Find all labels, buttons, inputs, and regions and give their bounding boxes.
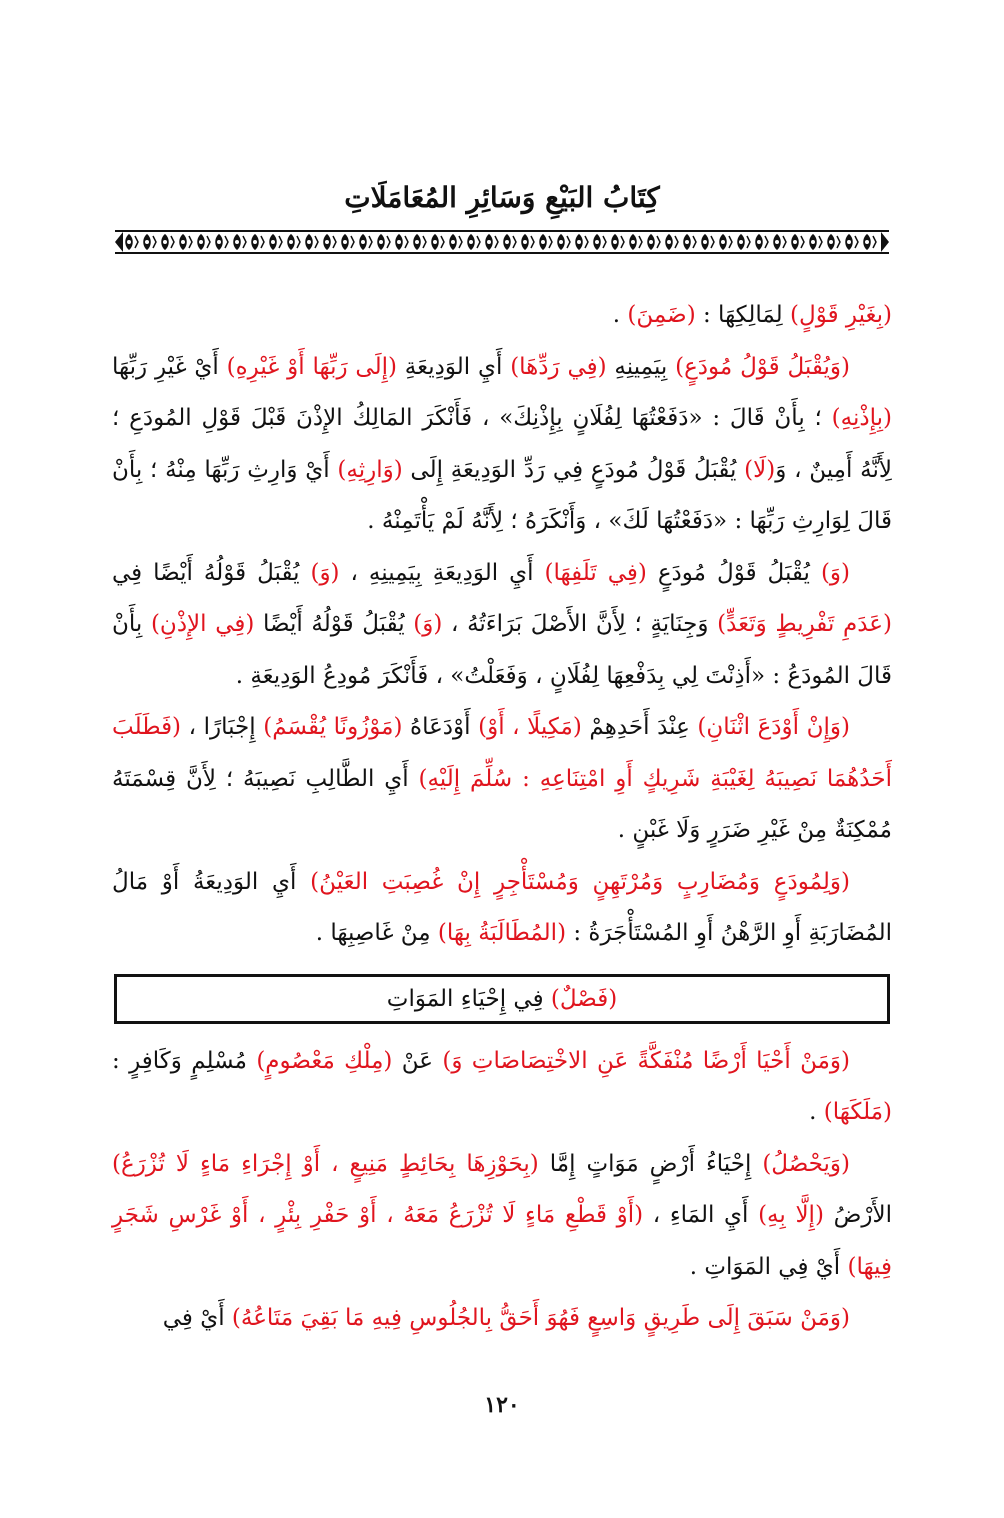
paragraph xyxy=(112,342,892,548)
matn-text: (وَ) xyxy=(413,611,443,637)
running-header-title: كِتَابُ البَيْعِ وَسَائِرِ المُعَامَلَاتِ xyxy=(344,181,660,214)
sharh-text: أَيْ وَارِثِ رَبِّهَا مِنْهُ ؛ بِأَنْ قَالَ لِوَارِثِ رَبِّهَا : «دَفَعْتُهَا لَكَ» ، وَأَنْكَرَهُ ؛ لِأَنَّهُ لَمْ يَأْتَمِنْهُ . xyxy=(112,456,892,534)
matn-text: (مَوْزُونًا يُقْسَمُ) xyxy=(263,714,403,740)
matn-text: (مَكِيلًا ، أَوْ) xyxy=(478,714,582,740)
sharh-text: أَوْدَعَاهُ xyxy=(402,714,479,740)
paragraph xyxy=(112,857,892,960)
matn-text: (إِلَّا بِهِ) xyxy=(758,1202,824,1228)
sharh-text: يُقْبَلُ قَوْلُ مُودَعٍ xyxy=(646,559,821,586)
section-heading-title: فِي إِحْيَاءِ المَوَاتِ xyxy=(386,985,551,1012)
sharh-text: لِمَالِكِهَا : xyxy=(695,302,791,328)
sharh-text: ؛ بِأَنْ قَالَ : «دَفَعْتُهَا لِفُلَانٍ بِإِذْنِكَ» ، فَأَنْكَرَ المَالِكُ الإِذْنَ قَبْلَ قَوْلِ المُودَعِ ؛ لِأَنَّهُ أَمِينٌ ، وَ xyxy=(112,405,892,483)
matn-text: (المُطَالَبَةُ بِهَا) xyxy=(437,920,567,946)
paragraph xyxy=(112,290,892,342)
sharh-text: بِأَنْ قَالَ المُودَعُ : «أَذِنْتَ لِي بِدَفْعِهَا لِفُلَانٍ ، وَفَعَلْتُ» ، فَأَنْكَرَ مُودِعُ الوَدِيعَةِ . xyxy=(112,611,892,689)
sharh-text: إِجْبَارًا ، xyxy=(181,714,264,740)
paragraphs-after-section xyxy=(112,1036,892,1345)
sharh-text: وَجِنَايَةٍ ؛ لِأَنَّ الأَصْلَ بَرَاءَتُهُ ، xyxy=(442,611,718,637)
sharh-text: أَيْ فِي المَوَاتِ . xyxy=(689,1253,848,1280)
matn-text: (بِإِذْنِهِ) xyxy=(831,405,892,431)
main-text xyxy=(112,290,892,1345)
sharh-text: أَيِ الوَدِيعَةِ بِيَمِينِهِ ، xyxy=(339,559,545,586)
sharh-text: يُقْبَلُ قَوْلُ مُودَعٍ فِي رَدِّ الوَدِيعَةِ إِلَى xyxy=(402,456,745,483)
sharh-text: بِيَمِينِهِ xyxy=(606,353,676,380)
matn-text: (بِغَيْرِ قَوْلٍ) xyxy=(790,302,892,328)
sharh-text: أَيْ فِي xyxy=(162,1305,232,1331)
page-number: ١٢٠ xyxy=(484,1392,520,1418)
sharh-text: أَيِ الوَدِيعَةِ xyxy=(396,353,511,380)
sharh-text: إِحْيَاءُ أَرْضٍ مَوَاتٍ إِمَّا xyxy=(538,1150,763,1177)
matn-text: (مَلَكَهَا) xyxy=(823,1099,892,1125)
matn-text: (إِلَى رَبِّهَا أَوْ غَيْرِهِ) xyxy=(226,353,397,380)
sharh-text: أَيْ غَيْرِ رَبِّهَا xyxy=(112,353,227,380)
paragraph xyxy=(112,1293,892,1345)
sharh-text: . xyxy=(809,1099,824,1125)
sharh-text: مِنْ غَاصِبِهَا . xyxy=(315,920,438,946)
matn-text: (وَارِثِهِ) xyxy=(337,456,403,483)
sharh-text: عَنْ xyxy=(392,1047,443,1074)
matn-text: (وَمَنْ أَحْيَا أَرْضًا مُنْفَكَّةً عَنِ الاخْتِصَاصَاتِ وَ) xyxy=(442,1047,850,1074)
matn-text: (لَا) xyxy=(744,456,776,483)
sharh-text: . xyxy=(612,302,628,328)
paragraph xyxy=(112,1036,892,1139)
matn-text: (وَإِنْ أَوْدَعَ اثْنَانِ) xyxy=(697,714,850,740)
sharh-text: مُسْلِمٍ وَكَافِرٍ : xyxy=(112,1047,257,1074)
paragraph xyxy=(112,548,892,703)
ornamental-divider xyxy=(115,228,889,256)
matn-text: (فِي رَدِّهَا) xyxy=(510,353,607,380)
matn-text: (مِلْكِ مَعْصُومٍ) xyxy=(256,1047,393,1074)
matn-text: (بِحَوْزِهَا بِحَائِطٍ مَنِيعٍ ، أَوْ إِجْرَاءِ مَاءٍ لَا تُزْرَعُ) xyxy=(112,1150,539,1177)
sharh-text: يُقْبَلُ قَوْلُهُ أَيْضًا فِي xyxy=(112,559,311,586)
matn-text: (عَدَمِ تَفْرِيطٍ وَتَعَدٍّ) xyxy=(717,611,892,637)
matn-text: (وَلِمُودَعٍ وَمُضَارِبٍ وَمُرْتَهِنٍ وَمُسْتَأْجِرٍ إِنْ غُصِبَتِ العَيْنُ) xyxy=(310,868,850,895)
sharh-text: أَيِ الوَدِيعَةُ أَوْ مَالُ المُضَارَبَةِ أَوِ الرَّهْنُ أَوِ المُسْتَأْجَرَةُ : xyxy=(112,868,892,946)
paragraph xyxy=(112,1139,892,1294)
paragraph xyxy=(112,702,892,857)
section-heading xyxy=(387,974,617,1024)
matn-text: (وَيَحْصُلُ) xyxy=(762,1150,850,1177)
matn-text: (وَ) xyxy=(820,559,850,586)
sharh-text: الأَرْضُ xyxy=(823,1202,893,1228)
matn-text: (فِي تَلَفِهَا) xyxy=(544,559,647,586)
section-heading-label: (فَصْلٌ) xyxy=(550,985,618,1012)
sharh-text: يُقْبَلُ قَوْلُهُ أَيْضًا xyxy=(254,611,414,637)
section-heading-box xyxy=(114,974,890,1024)
matn-text: (أَوْ قَطْعِ مَاءٍ لَا تُزْرَعُ مَعَهُ ، أَوْ حَفْرِ بِئْرٍ ، أَوْ غَرْسِ شَجَرٍ فِيهَا) xyxy=(112,1202,892,1280)
sharh-text: عِنْدَ أَحَدِهِمْ xyxy=(581,714,698,740)
ornament-pattern xyxy=(115,228,889,256)
matn-text: (وَيُقْبَلُ قَوْلُ مُودَعٍ) xyxy=(675,353,850,380)
matn-text: (وَ) xyxy=(310,559,340,586)
sharh-text: أَيِ المَاءِ ، xyxy=(643,1202,759,1228)
matn-text: (فَطَلَبَ أَحَدُهُمَا نَصِيبَهُ لِغَيْبَةِ شَرِيكٍ أَوِ امْتِنَاعِهِ : سُلِّمَ إِلَيْهِ) xyxy=(112,714,892,792)
sharh-text: أَيِ الطَّالِبِ نَصِيبَهُ ؛ لِأَنَّ قِسْمَتَهُ مُمْكِنَةٌ مِنْ غَيْرِ ضَرَرٍ وَلَا غَبْنٍ . xyxy=(112,765,892,843)
matn-text: (ضَمِنَ) xyxy=(627,302,696,328)
matn-text: (وَمَنْ سَبَقَ إِلَى طَرِيقٍ وَاسِعٍ فَهُوَ أَحَقُّ بِالجُلُوسِ فِيهِ مَا بَقِيَ مَتَاعُهُ) xyxy=(231,1305,850,1331)
matn-text: (فِي الإِذْنِ) xyxy=(150,611,255,637)
paragraphs-before-section xyxy=(112,290,892,960)
